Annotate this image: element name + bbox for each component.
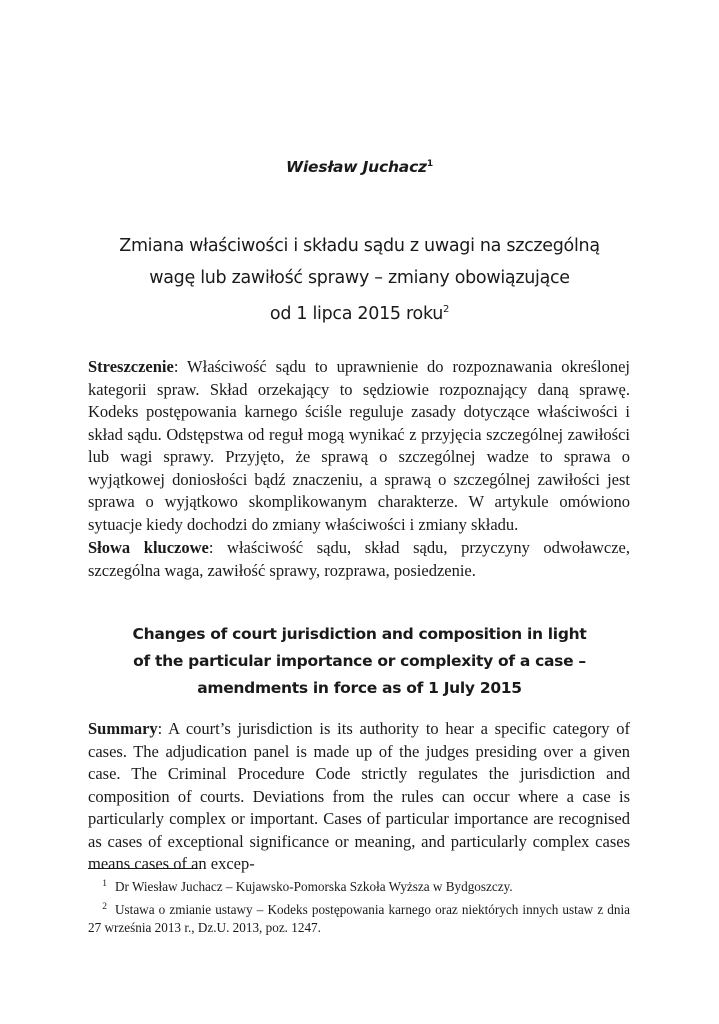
keywords-text: : właściwość sądu, skład sądu, przyczyny odwoławcze, szczególna waga, zawiłość sprawy, rozprawa, posiedzenie.	[88, 538, 631, 580]
polish-title	[70, 230, 649, 330]
polish-title-line: Zmiana właściwości i składu sądu z uwagi na szczególną	[119, 236, 600, 256]
polish-title-line: wagę lub zawiłość sprawy – zmiany obowiązujące	[149, 268, 570, 288]
polish-abstract	[88, 356, 630, 536]
polish-title-line	[70, 294, 649, 330]
title-footnote-ref: 2	[443, 304, 450, 315]
footnote-text: Dr Wiesław Juchacz – Kujawsko-Pomorska Szkoła Wyższa w Bydgoszczy.	[115, 879, 513, 894]
english-title	[90, 621, 629, 702]
footnote-text: Ustawa o zmianie ustawy – Kodeks postępowania karnego oraz niektórych innych ustaw z dnia 27 września 2013 r., Dz.U. 2013, poz. 1247.	[88, 902, 630, 935]
polish-keywords	[88, 537, 630, 582]
footnote-2: 2 Ustawa o zmianie ustawy – Kodeks postępowania karnego oraz niektórych innych ustaw z dnia 27 września 2013 r., Dz.U. 2013, poz. 1247.	[88, 901, 630, 935]
summary-label: Summary	[88, 719, 158, 738]
author-name	[0, 158, 719, 176]
footnote-1: 1 Dr Wiesław Juchacz – Kujawsko-Pomorska Szkoła Wyższa w Bydgoszczy.	[102, 878, 513, 894]
abstract-label: Streszczenie	[88, 357, 174, 376]
english-title-line: Changes of court jurisdiction and composition in light	[132, 625, 587, 643]
english-summary	[88, 718, 630, 876]
english-title-line: amendments in force as of 1 July 2015	[197, 679, 522, 697]
english-title-line: of the particular importance or complexity of a case –	[133, 652, 586, 670]
polish-title-line-text: od 1 lipca 2015 roku	[269, 303, 444, 324]
summary-text: : A court’s jurisdiction is its authority to hear a specific category of cases. The adjudication panel is made up of the judges presiding over a given case. The Criminal Procedure Code strictly regulates the jurisdiction and composition of courts. Deviations from the rules can occur where a case is particularly complex or important. Cases of particular importance are recognised as cases of exceptional significance or meaning, and particularly complex cases means cases of an excep-	[88, 719, 630, 873]
abstract-text: : Właściwość sądu to uprawnienie do rozpoznawania określonej kategorii spraw. Skład orzekający to sędziowie rozpoznający daną sprawę. Kodeks postępowania karnego ściśle reguluje zasady dotyczące właściwości i skład sądu. Odstępstwa od reguł mogą wynikać z przyjęcia szczególnej zawiłości lub wagi sprawy. Przyjęto, że sprawą o szczególnej wadze to sprawa o wyjątkowej doniosłości bądź znaczeniu, a sprawą o szczególnej zawiłości jest sprawa o wyjątkowo skomplikowanym charakterze. W artykule omówiono sytuacje kiedy dochodzi do zmiany właściwości i zmiany składu.	[88, 357, 630, 534]
keywords-label: Słowa kluczowe	[88, 538, 209, 557]
author-name-text: Wiesław Juchacz	[286, 158, 427, 176]
author-footnote-ref: 1	[426, 158, 433, 169]
footnote-divider	[88, 868, 198, 869]
